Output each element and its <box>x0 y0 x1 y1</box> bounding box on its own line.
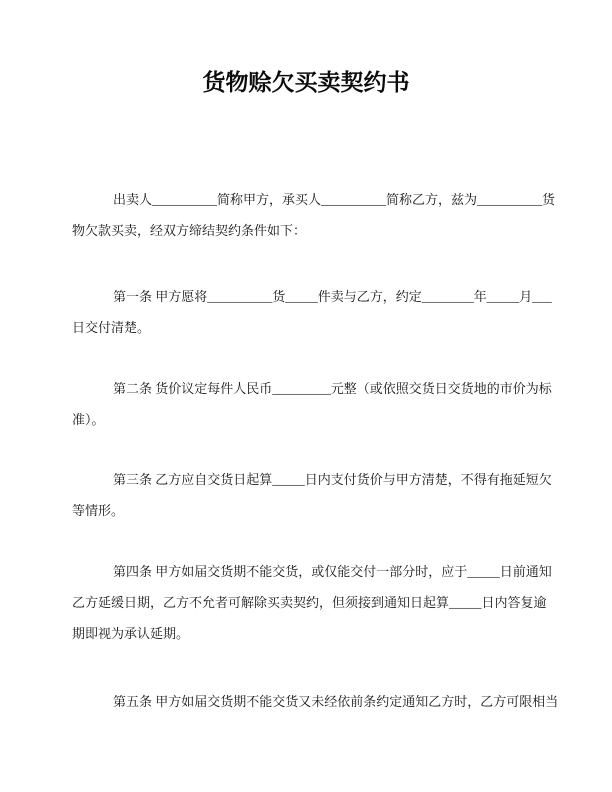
contract-line: 物欠款买卖，经双方缔结契约条件如下： <box>72 223 307 238</box>
contract-paragraph-article-3 <box>72 464 552 526</box>
document-title: 货物赊欠买卖契约书 <box>202 69 410 95</box>
contract-line: 出卖人__________简称甲方，承买人__________简称乙方，兹为__________货 <box>113 192 556 207</box>
contract-line: 第四条 甲方如届交货期不能交货，或仅能交付一部分时，应于_____日前通知 <box>113 564 552 579</box>
contract-paragraph-article-1 <box>72 281 552 343</box>
contract-line: 第二条 货价议定每件人民币_________元整（或依照交货日交货地的市价为标 <box>113 381 552 396</box>
contract-line: 期即视为承认延期。 <box>72 626 190 641</box>
contract-line: 第一条 甲方愿将__________货_____件卖与乙方，约定________年_____月___ <box>113 289 552 304</box>
contract-paragraph-article-2 <box>72 373 552 435</box>
contract-paragraph-article-4 <box>72 556 552 649</box>
contract-line: 日交付清楚。 <box>72 320 151 335</box>
contract-line: 乙方延缓日期，乙方不允者可解除买卖契约，但须接到通知日起算_____日内答复逾 <box>72 595 547 610</box>
contract-paragraph-article-5 <box>72 686 559 717</box>
contract-paragraph-preamble <box>72 184 556 246</box>
contract-line: 等情形。 <box>72 503 125 518</box>
contract-line: 第三条 乙方应自交货日起算_____日内支付货价与甲方清楚，不得有拖延短欠 <box>113 472 552 487</box>
contract-line: 准）。 <box>72 412 105 427</box>
contract-line: 第五条 甲方如届交货期不能交货又未经依前条约定通知乙方时，乙方可限相当 <box>113 694 559 709</box>
